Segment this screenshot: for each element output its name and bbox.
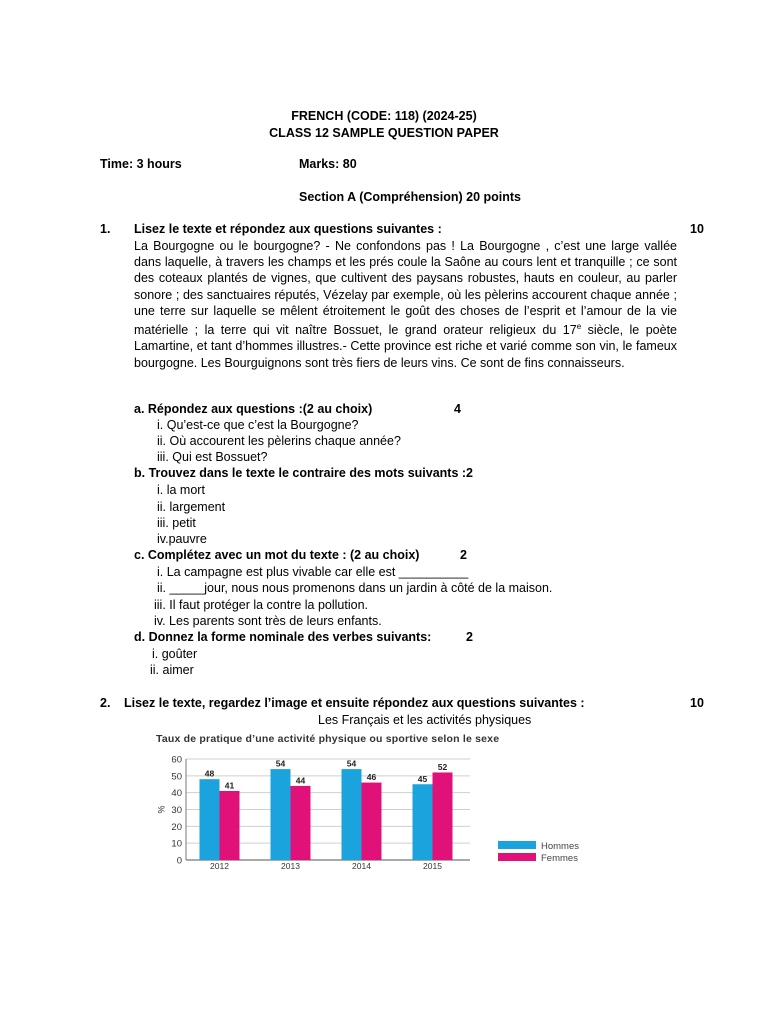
legend-swatch xyxy=(498,853,536,861)
q1-number: 1. xyxy=(100,222,111,236)
q1a-item: ii. Où accourent les pèlerins chaque année? xyxy=(157,434,401,448)
q2-subtitle: Les Français et les activités physiques xyxy=(318,713,532,727)
time-label: Time: 3 hours xyxy=(100,157,182,171)
q1a-item: iii. Qui est Bossuet? xyxy=(157,450,268,464)
x-tick-label: 2012 xyxy=(210,861,229,871)
bar-hommes xyxy=(413,784,433,860)
q1-points: 10 xyxy=(690,222,704,236)
y-axis-label: % xyxy=(156,805,166,814)
q1c-heading: c. Complétez avec un mot du texte : (2 au choix) xyxy=(134,548,420,562)
q1b-item: iii. petit xyxy=(157,516,196,530)
q1b-item: ii. largement xyxy=(157,500,226,514)
x-tick-label: 2013 xyxy=(281,861,300,871)
bar-hommes xyxy=(200,779,220,860)
q1a-points: 4 xyxy=(454,402,461,416)
y-tick-label: 20 xyxy=(171,821,182,833)
q1b-heading: b. Trouvez dans le texte le contraire des mots suivants :2 xyxy=(134,466,474,480)
y-tick-label: 40 xyxy=(171,788,182,800)
exam-title: FRENCH (CODE: 118) (2024-25) xyxy=(291,109,477,123)
x-tick-label: 2015 xyxy=(423,861,442,871)
data-label: 41 xyxy=(224,780,235,791)
data-label: 54 xyxy=(346,758,357,769)
q1-passage xyxy=(134,238,677,371)
y-tick-label: 30 xyxy=(171,805,182,816)
q1d-points: 2 xyxy=(466,630,473,644)
bar-hommes xyxy=(342,769,362,860)
legend-swatch xyxy=(498,841,536,849)
bar-femmes xyxy=(291,786,311,860)
q1d-item: ii. aimer xyxy=(150,663,194,677)
data-label: 44 xyxy=(295,775,306,786)
x-tick-label: 2014 xyxy=(352,861,371,871)
y-tick-label: 50 xyxy=(171,771,182,783)
exam-subtitle: CLASS 12 SAMPLE QUESTION PAPER xyxy=(269,126,499,140)
y-tick-label: 60 xyxy=(171,754,182,766)
q1-passage-part2: siècle, le poète Lamartine, et tant d’hommes illustres.- Cette province est riche et varié comme son vin, le fameux bourgogne. Les Bourguignons sont très fiers de leurs vins. Ce sont de fins connaisseurs. xyxy=(134,323,677,370)
q1a-heading: a. Répondez aux questions :(2 au choix) xyxy=(134,402,373,416)
bar-femmes xyxy=(220,791,240,860)
chart-title: Taux de pratique d’une activité physique ou sportive selon le sexe xyxy=(156,733,500,745)
y-tick-label: 10 xyxy=(171,838,182,850)
q1b-item: i. la mort xyxy=(157,483,205,497)
marks-label: Marks: 80 xyxy=(299,157,357,171)
q1c-item: ii. _____jour, nous nous promenons dans un jardin à côté de la maison. xyxy=(157,581,553,595)
q1-passage-part1: La Bourgogne ou le bourgogne? - Ne confondons pas ! La Bourgogne , c’est une large vallée dans laquelle, à travers les champs et les prés coule la Saône au cours lent et tranquille ; ce sont des coteaux plantés de vignes, que cultivent des paysans robustes, hauts en couleur, au parler sonore ; des sanctuaires réputés, Vézelay par exemple, où les pèlerins accourent chaque année ; une terre sur laquelle se mêlent étroitement le goût des choses de l’esprit et l’amour de la vie matérielle ; la terre qui vit naître Bossuet, le grand orateur religieux du 17 xyxy=(134,239,677,338)
q1c-points: 2 xyxy=(460,548,467,562)
q2-number: 2. xyxy=(100,696,111,710)
q1-passage-sup: e xyxy=(576,322,582,332)
q2-instruction: Lisez le texte, regardez l’image et ensuite répondez aux questions suivantes : xyxy=(124,696,585,710)
bar-hommes xyxy=(271,769,291,860)
data-label: 46 xyxy=(366,772,377,783)
q1a-item: i. Qu’est-ce que c’est la Bourgogne? xyxy=(157,418,359,432)
q1d-item: i. goûter xyxy=(152,647,198,661)
bar-femmes xyxy=(362,783,382,860)
data-label: 45 xyxy=(417,773,428,784)
bar-chart xyxy=(140,745,600,875)
y-tick-label: 0 xyxy=(176,855,182,867)
q1c-item: iii. Il faut protéger la contre la pollution. xyxy=(154,598,369,612)
data-label: 54 xyxy=(275,758,286,769)
q1d-heading: d. Donnez la forme nominale des verbes suivants: xyxy=(134,630,432,644)
legend-label: Femmes xyxy=(541,853,578,864)
q1b-item: iv.pauvre xyxy=(157,532,207,546)
q1c-item: i. La campagne est plus vivable car elle est __________ xyxy=(157,565,469,579)
q1-instruction: Lisez le texte et répondez aux questions suivantes : xyxy=(134,222,442,236)
q2-points: 10 xyxy=(690,696,704,710)
legend-label: Hommes xyxy=(541,841,580,852)
data-label: 52 xyxy=(437,761,448,772)
bar-femmes xyxy=(433,772,453,860)
section-heading: Section A (Compréhension) 20 points xyxy=(299,190,522,204)
q1c-item: iv. Les parents sont très de leurs enfants. xyxy=(154,614,382,628)
data-label: 48 xyxy=(204,768,215,779)
